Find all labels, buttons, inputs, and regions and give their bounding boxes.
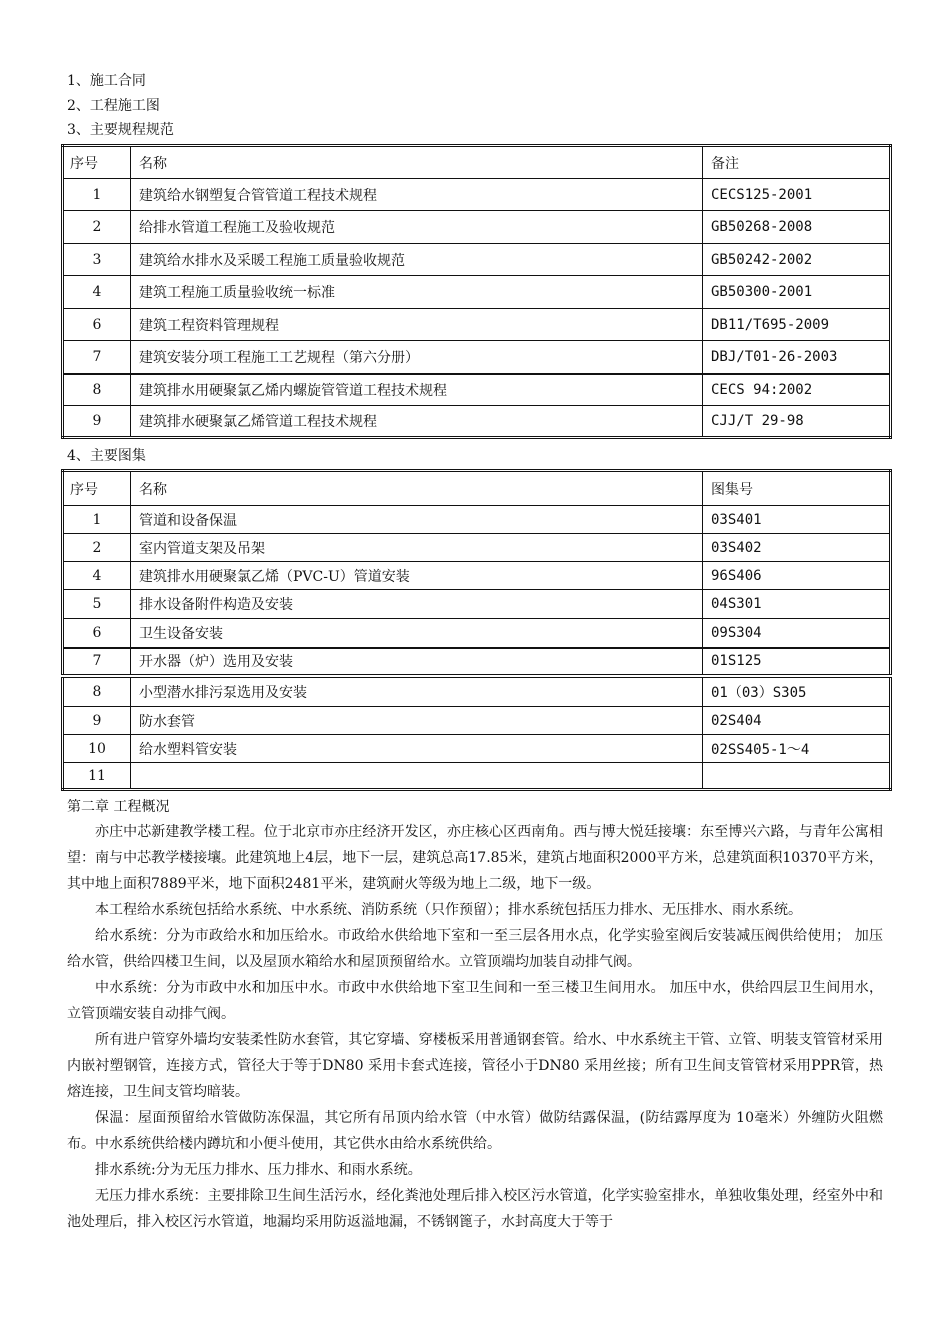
row-code: CECS 94:2002 xyxy=(703,374,891,406)
table-header-row xyxy=(63,471,891,506)
row-code xyxy=(703,763,891,790)
row-code: CJJ/T 29-98 xyxy=(703,406,891,438)
table-row xyxy=(63,179,891,211)
row-number: 10 xyxy=(63,735,131,763)
row-code: 02SS405-1～4 xyxy=(703,735,891,763)
row-number: 9 xyxy=(63,707,131,735)
paragraph: 中水系统：分为市政中水和加压中水。市政中水供给地下室卫生间和一至三楼卫生间用水。 加压中水，供给四层卫生间用水，立管顶端安装自动排气阀。 xyxy=(67,980,883,1022)
row-code: 02S404 xyxy=(703,707,891,735)
row-number: 3 xyxy=(63,244,131,276)
table-row xyxy=(63,309,891,341)
table-row xyxy=(63,244,891,276)
row-code: GB50242-2002 xyxy=(703,244,891,276)
row-name: 管道和设备保温 xyxy=(131,506,703,534)
row-code: 03S402 xyxy=(703,534,891,562)
row-number: 11 xyxy=(63,763,131,790)
paragraph: 所有进户管穿外墙均安装柔性防水套管，其它穿墙、穿楼板采用普通钢套管。给水、中水系统主干管、立管、明装支管管材采用内嵌衬塑钢管，连接方式，管径大于等于DN80 采用卡套式连接，管径小于DN80 采用丝接；所有卫生间支管管材采用PPR管，热熔连接，卫生间支管均暗装。 xyxy=(67,1032,883,1100)
row-name: 排水设备附件构造及安装 xyxy=(131,590,703,619)
row-code: 03S401 xyxy=(703,506,891,534)
row-code: 96S406 xyxy=(703,562,891,590)
row-number: 6 xyxy=(63,619,131,648)
row-number: 6 xyxy=(63,309,131,341)
row-name: 给排水管道工程施工及验收规范 xyxy=(131,211,703,244)
row-number: 9 xyxy=(63,406,131,438)
row-number: 2 xyxy=(63,211,131,244)
row-name: 建筑安装分项工程施工工艺规程（第六分册） xyxy=(131,341,703,374)
row-name: 建筑排水硬聚氯乙烯管道工程技术规程 xyxy=(131,406,703,438)
row-number: 8 xyxy=(63,676,131,707)
row-name: 建筑排水用硬聚氯乙烯（PVC-U）管道安装 xyxy=(131,562,703,590)
row-number: 4 xyxy=(63,562,131,590)
header-cell: 序号 xyxy=(63,146,131,179)
row-number: 1 xyxy=(63,506,131,534)
table-row xyxy=(63,374,891,406)
table-row xyxy=(63,211,891,244)
paragraph: 保温：屋面预留给水管做防冻保温，其它所有吊顶内给水管（中水管）做防结露保温，(防结露厚度为 10毫米）外缠防火阻燃布。中水系统供给楼内蹲坑和小便斗使用，其它供水由给水系统供给。 xyxy=(67,1110,883,1152)
row-name: 建筑工程资料管理规程 xyxy=(131,309,703,341)
table-row xyxy=(63,707,891,735)
item-atlas-title: 4、主要图集 xyxy=(67,448,146,464)
paragraph: 给水系统：分为市政给水和加压给水。市政给水供给地下室和一至三层各用水点，化学实验室阀后安装减压阀供给使用； 加压给水管，供给四楼卫生间，以及屋顶水箱给水和屋顶预留给水。立管顶端均加装自动排气阀。 xyxy=(67,928,883,970)
header-cell: 图集号 xyxy=(703,471,891,506)
row-number: 5 xyxy=(63,590,131,619)
row-code: GB50300-2001 xyxy=(703,276,891,309)
row-number: 2 xyxy=(63,534,131,562)
table-row xyxy=(63,648,891,676)
table-row xyxy=(63,506,891,534)
table-header-row xyxy=(63,146,891,179)
row-number: 8 xyxy=(63,374,131,406)
row-name xyxy=(131,763,703,790)
row-name: 给水塑料管安装 xyxy=(131,735,703,763)
row-name: 卫生设备安装 xyxy=(131,619,703,648)
row-name: 开水器（炉）选用及安装 xyxy=(131,648,703,676)
row-name: 建筑工程施工质量验收统一标准 xyxy=(131,276,703,309)
row-name: 防水套管 xyxy=(131,707,703,735)
item-specs-title: 3、主要规程规范 xyxy=(67,122,174,138)
table-row xyxy=(63,735,891,763)
row-code: 01（03）S305 xyxy=(703,676,891,707)
row-number: 1 xyxy=(63,179,131,211)
table-row xyxy=(63,341,891,374)
header-cell: 备注 xyxy=(703,146,891,179)
header-cell: 序号 xyxy=(63,471,131,506)
spec-table xyxy=(61,144,892,439)
row-name: 建筑排水用硬聚氯乙烯内螺旋管管道工程技术规程 xyxy=(131,374,703,406)
row-name: 建筑给水钢塑复合管管道工程技术规程 xyxy=(131,179,703,211)
table-row xyxy=(63,406,891,438)
paragraph: 无压力排水系统：主要排除卫生间生活污水，经化粪池处理后排入校区污水管道，化学实验室排水，单独收集处理，经室外中和池处理后，排入校区污水管道，地漏均采用防返溢地漏，不锈钢篦子，水封高度大于等于 xyxy=(67,1188,883,1230)
row-number: 4 xyxy=(63,276,131,309)
table-row xyxy=(63,276,891,309)
row-code: DB11/T695-2009 xyxy=(703,309,891,341)
row-code: CECS125-2001 xyxy=(703,179,891,211)
header-cell: 名称 xyxy=(131,146,703,179)
row-code: 04S301 xyxy=(703,590,891,619)
paragraph: 排水系统:分为无压力排水、压力排水、和雨水系统。 xyxy=(95,1162,422,1178)
row-name: 建筑给水排水及采暖工程施工质量验收规范 xyxy=(131,244,703,276)
body-text xyxy=(67,819,883,1235)
row-number: 7 xyxy=(63,648,131,676)
chapter-title: 第二章 工程概况 xyxy=(67,799,170,815)
table-row xyxy=(63,619,891,648)
row-name: 小型潜水排污泵选用及安装 xyxy=(131,676,703,707)
atlas-table xyxy=(61,469,892,791)
item-drawings: 2、工程施工图 xyxy=(67,98,160,114)
row-code: 01S125 xyxy=(703,648,891,676)
table-row xyxy=(63,590,891,619)
item-contract: 1、施工合同 xyxy=(67,73,146,89)
row-code: GB50268-2008 xyxy=(703,211,891,244)
table-row xyxy=(63,534,891,562)
table-row xyxy=(63,676,891,707)
row-code: DBJ/T01-26-2003 xyxy=(703,341,891,374)
header-cell: 名称 xyxy=(131,471,703,506)
paragraph: 本工程给水系统包括给水系统、中水系统、消防系统（只作预留）；排水系统包括压力排水、无压排水、雨水系统。 xyxy=(95,902,802,918)
table-row xyxy=(63,562,891,590)
table-row xyxy=(63,763,891,790)
row-number: 7 xyxy=(63,341,131,374)
row-name: 室内管道支架及吊架 xyxy=(131,534,703,562)
paragraph: 亦庄中芯新建教学楼工程。位于北京市亦庄经济开发区，亦庄核心区西南角。西与博大悦廷接壤：东至博兴六路，与青年公寓相望：南与中芯教学楼接壤。此建筑地上4层，地下一层，建筑总高17.85米，建筑占地面积2000平方米，总建筑面积10370平方米，其中地上面积7889平米，地下面积2481平米，建筑耐火等级为地上二级，地下一级。 xyxy=(67,824,883,892)
row-code: 09S304 xyxy=(703,619,891,648)
